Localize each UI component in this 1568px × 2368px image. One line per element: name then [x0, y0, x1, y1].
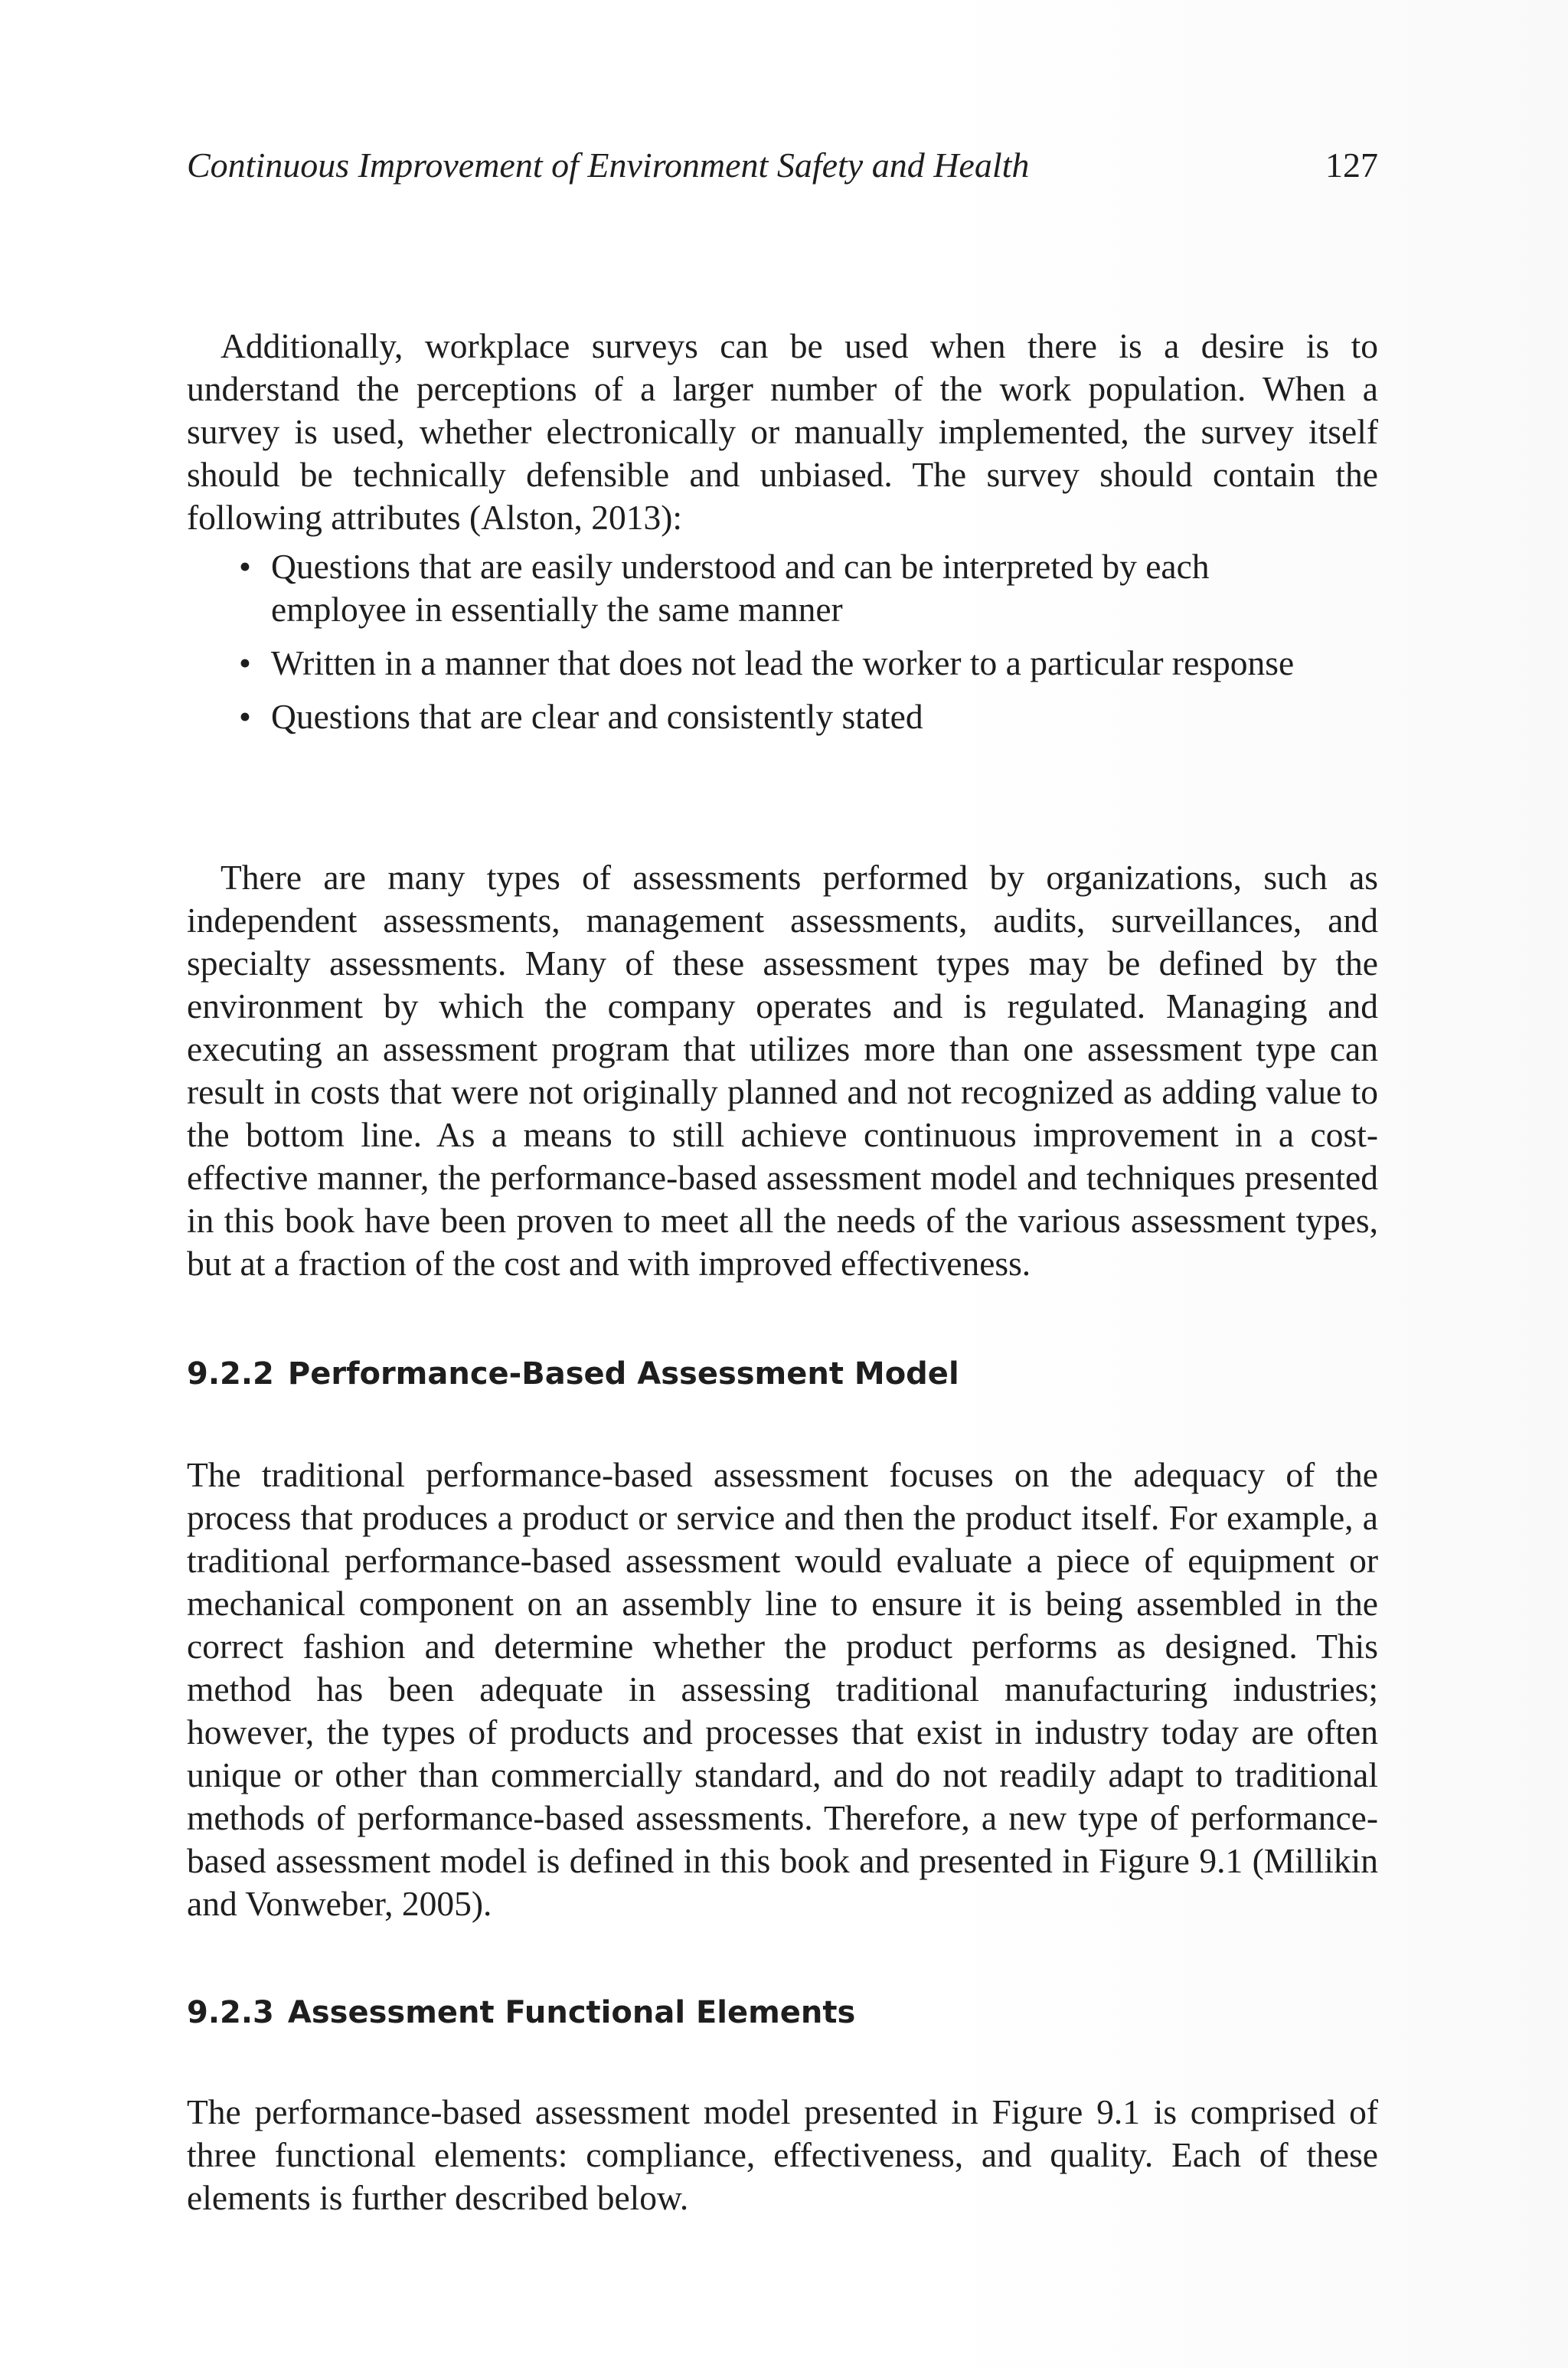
bullet-icon: • [239, 643, 251, 682]
survey-attributes-list [237, 545, 1332, 749]
running-header [187, 142, 1378, 188]
paragraph-assessment-types: There are many types of assessments performed by organizations, such as independent assessments, management assessments, audits, surveillances, and specialty assessments. Many of these assessment types may be defined by the environment by which the company operates and is regulated. Managing and executing an assessment program that utilizes more than one assessment type can result in costs that were not originally planned and not recognized as adding value to the bottom line. As a means to still achieve continuous improvement in a cost-effective manner, the performance-based assessment model and techniques presented in this book have been proven to meet all the needs of the various assessment types, but at a fraction of the cost and with improved effectiveness. [187, 857, 1378, 1283]
section-heading-9-2-3 [187, 1991, 855, 2034]
running-title: Continuous Improvement of Environment Safety and Health [187, 146, 1030, 185]
bullet-icon: • [239, 697, 251, 736]
bullet-icon: • [239, 547, 251, 586]
list-item [237, 642, 1332, 685]
section-number: 9.2.2 [187, 1356, 274, 1392]
list-item-text: Written in a manner that does not lead the worker to a particular response [271, 643, 1295, 682]
list-item [237, 695, 1332, 738]
section-number: 9.2.3 [187, 1995, 274, 2030]
paragraph-functional-elements: The performance-based assessment model presented in Figure 9.1 is comprised of three functional elements: compliance, effectiveness, and quality. Each of these elements is further described below. [187, 2092, 1378, 2217]
section-heading-9-2-2 [187, 1352, 959, 1395]
list-item-text: Questions that are easily understood and can be interpreted by each employee in essentially the same manner [271, 547, 1210, 629]
section-title: Assessment Functional Elements [287, 1995, 856, 2030]
list-item [237, 545, 1332, 631]
paragraph-survey-intro: Additionally, workplace surveys can be used when there is a desire is to understand the perceptions of a larger number of the work population. When a survey is used, whether electronically or manually implemented, the survey itself should be technically defensible and unbiased. The survey should contain the following attributes (Alston, 2013): [187, 325, 1378, 537]
list-item-text: Questions that are clear and consistently stated [271, 697, 923, 736]
section-title: Performance-Based Assessment Model [287, 1356, 959, 1392]
paragraph-performance-model: The traditional performance-based assessment focuses on the adequacy of the process that produces a product or service and then the product itself. For example, a traditional performance-based assessment would evaluate a piece of equipment or mechanical component on an assembly line to ensure it is being assembled in the correct fashion and determine whether the product performs as designed. This method has been adequate in assessing traditional manufacturing industries; however, the types of products and processes that exist in industry today are often unique or other than commercially standard, and do not readily adapt to traditional methods of performance-based assessments. Therefore, a new type of performance-based assessment model is defined in this book and presented in Figure 9.1 (Millikin and Vonweber, 2005). [187, 1454, 1378, 1923]
page-number: 127 [1325, 146, 1378, 185]
